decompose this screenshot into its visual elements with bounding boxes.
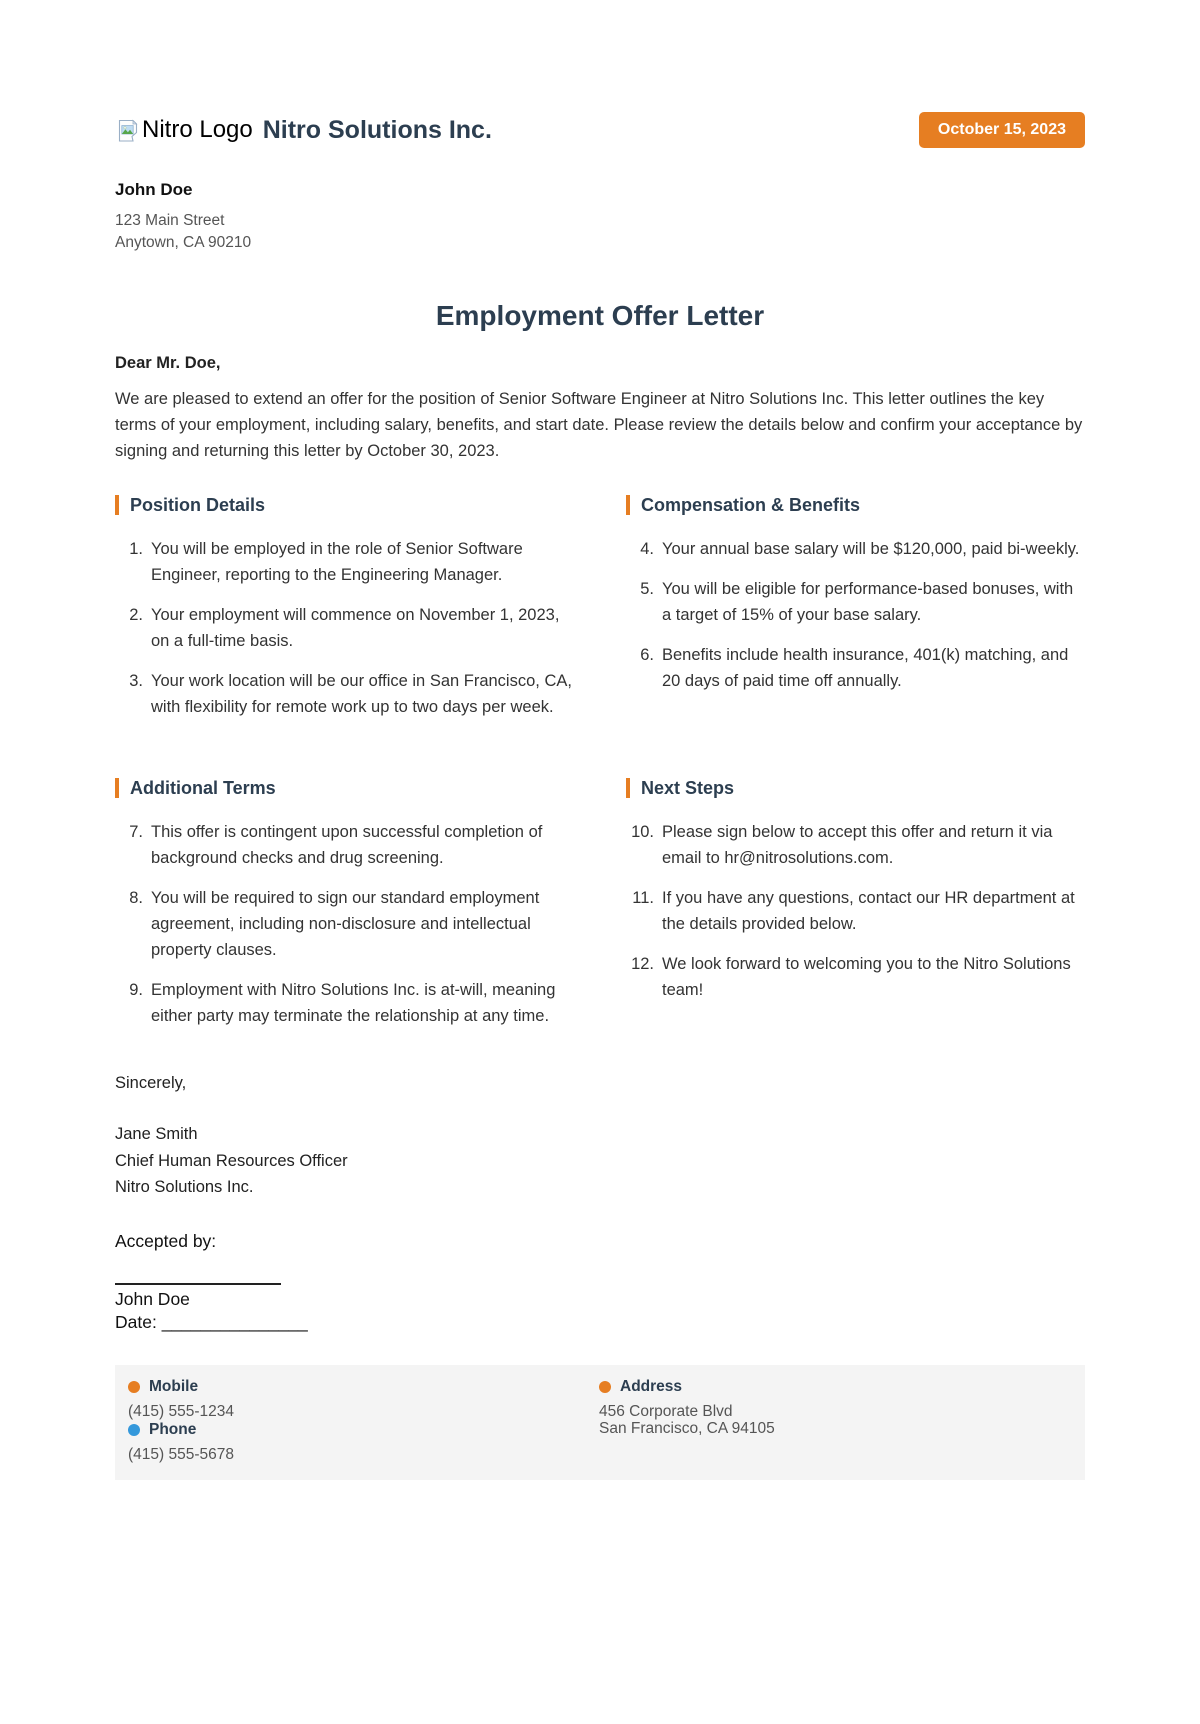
item-text: We look forward to welcoming you to the Nitro Solutions team! — [662, 955, 1071, 999]
intro-paragraph: We are pleased to extend an offer for the position of Senior Software Engineer at Nitro Solutions Inc. This letter outlines the key terms of your employment, including salary, benefits, and start date. Please review the details below and confirm your acceptance by signing and returning this letter by October 30, 2023. — [115, 390, 1083, 460]
item-text: Employment with Nitro Solutions Inc. is at-will, meaning either party may terminate the relationship at any time. — [151, 981, 556, 1025]
item-text: Benefits include health insurance, 401(k) matching, and 20 days of paid time off annually. — [662, 646, 1069, 690]
footer-contacts-column — [128, 1378, 599, 1464]
item-number: 3. — [129, 672, 143, 690]
item-number: 5. — [640, 580, 654, 598]
orange-dot-icon — [128, 1381, 140, 1393]
phone-label: Phone — [149, 1420, 197, 1438]
address-value — [599, 1403, 1070, 1437]
item-text: If you have any questions, contact our HR department at the details provided below. — [662, 889, 1075, 933]
list-item — [626, 819, 1085, 871]
section-next-steps — [626, 778, 1085, 1029]
item-text: Please sign below to accept this offer and return it via email to hr@nitrosolutions.com. — [662, 823, 1053, 867]
item-number: 4. — [640, 540, 654, 558]
recipient-address-line2: Anytown, CA 90210 — [115, 234, 252, 251]
item-number: 7. — [129, 823, 143, 841]
item-text: Your employment will commence on November 1, 2023, on a full-time basis. — [151, 606, 560, 650]
list-item — [626, 576, 1085, 628]
phone-value: (415) 555-5678 — [128, 1445, 234, 1463]
section-compensation-benefits — [626, 495, 1085, 720]
section-position-details — [115, 495, 574, 720]
recipient-address — [115, 210, 1085, 254]
list-item — [626, 885, 1085, 937]
signer-name: Jane Smith — [115, 1125, 198, 1143]
signer-block — [115, 1121, 1085, 1201]
mobile-label-row — [128, 1378, 599, 1396]
item-text: Your annual base salary will be $120,000, paid bi-weekly. — [662, 540, 1080, 558]
item-number: 1. — [129, 540, 143, 558]
list-item — [626, 951, 1085, 1003]
item-text: This offer is contingent upon successful completion of background checks and drug screening. — [151, 823, 543, 867]
address-line2: San Francisco, CA 94105 — [599, 1419, 775, 1437]
item-number: 12. — [631, 955, 654, 973]
item-number: 8. — [129, 889, 143, 907]
section-heading-additional-terms: Additional Terms — [115, 778, 574, 798]
date-row — [115, 1311, 1085, 1334]
section-heading-next-steps: Next Steps — [626, 778, 1085, 798]
list-item — [115, 977, 574, 1029]
item-number: 2. — [129, 606, 143, 624]
date-badge: October 15, 2023 — [919, 112, 1085, 148]
address-line1: 456 Corporate Blvd — [599, 1402, 733, 1420]
sections-grid — [115, 495, 1085, 1029]
item-number: 9. — [129, 981, 143, 999]
list-item — [115, 668, 574, 720]
phone-label-row — [128, 1421, 599, 1439]
date-label: Date: — [115, 1311, 157, 1332]
list-item — [115, 602, 574, 654]
brand — [115, 116, 492, 145]
list-item — [115, 885, 574, 963]
offer-letter-document — [115, 0, 1085, 1724]
item-number: 6. — [640, 646, 654, 664]
orange-dot-icon — [599, 1381, 611, 1393]
company-name: Nitro Solutions Inc. — [262, 115, 492, 144]
recipient-block — [115, 180, 1085, 254]
footer-address-column — [599, 1378, 1070, 1464]
salutation: Dear Mr. Doe, — [115, 354, 221, 372]
accepted-by-label: Accepted by: — [115, 1230, 217, 1251]
address-label: Address — [620, 1377, 683, 1395]
acceptance-block — [115, 1231, 1085, 1334]
closing-block — [115, 1074, 1085, 1201]
mobile-value: (415) 555-1234 — [128, 1402, 234, 1420]
item-text: Your work location will be our office in San Francisco, CA, with flexibility for remote work up to two days per week. — [151, 672, 572, 716]
page-title: Employment Offer Letter — [435, 300, 765, 331]
mobile-label: Mobile — [149, 1377, 199, 1395]
signature-line — [115, 1252, 281, 1285]
list-item — [626, 642, 1085, 694]
signer-company: Nitro Solutions Inc. — [115, 1178, 254, 1196]
contact-footer — [115, 1365, 1085, 1480]
list-item — [115, 819, 574, 871]
signer-title: Chief Human Resources Officer — [115, 1151, 348, 1170]
list-item — [115, 536, 574, 588]
address-label-row — [599, 1378, 1070, 1396]
signoff: Sincerely, — [115, 1074, 187, 1092]
date-blank-line: _______________ — [161, 1311, 308, 1332]
item-number: 11. — [632, 889, 654, 907]
header-bar — [115, 112, 1085, 148]
section-additional-terms — [115, 778, 574, 1029]
list-item — [626, 536, 1085, 562]
recipient-name: John Doe — [115, 180, 193, 199]
recipient-address-line1: 123 Main Street — [115, 212, 225, 229]
broken-image-icon — [115, 117, 141, 143]
item-text: You will be employed in the role of Senior Software Engineer, reporting to the Engineering Manager. — [151, 540, 523, 584]
blue-dot-icon — [128, 1424, 140, 1436]
item-number: 10. — [631, 823, 654, 841]
acceptor-name: John Doe — [115, 1288, 190, 1309]
item-text: You will be eligible for performance-based bonuses, with a target of 15% of your base salary. — [662, 580, 1074, 624]
section-heading-compensation-benefits: Compensation & Benefits — [626, 495, 1085, 515]
section-heading-position-details: Position Details — [115, 495, 574, 515]
logo-alt-text: Nitro Logo — [142, 116, 253, 143]
item-text: You will be required to sign our standard employment agreement, including non-disclosure and intellectual property clauses. — [151, 889, 540, 959]
